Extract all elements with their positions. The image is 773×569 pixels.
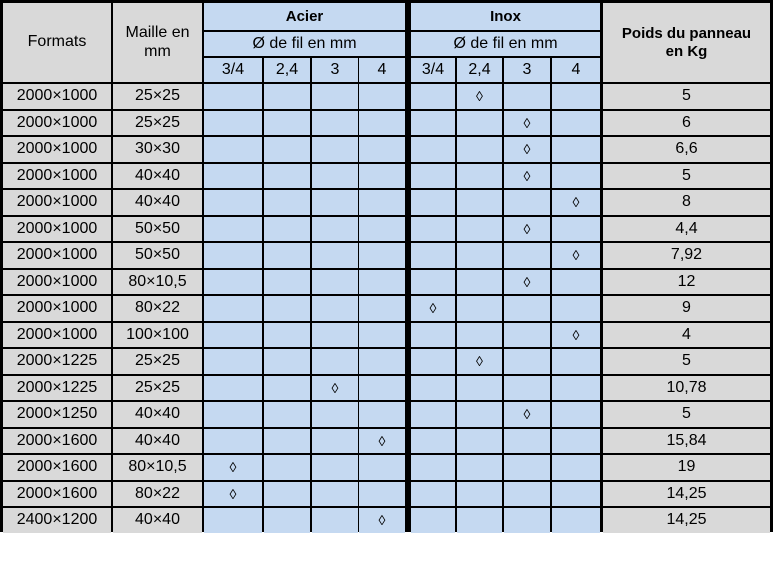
acier-cell bbox=[264, 323, 310, 347]
inox-cell bbox=[552, 217, 600, 241]
inox-cell bbox=[411, 349, 455, 374]
maille-cell: 40×40 bbox=[113, 164, 202, 188]
maille-cell: 30×30 bbox=[113, 137, 202, 162]
inox-cell bbox=[411, 455, 455, 480]
diamond-mark-icon: ◊ bbox=[523, 220, 531, 237]
inox-cell bbox=[457, 349, 502, 374]
inox-cell bbox=[411, 111, 455, 135]
acier-cell bbox=[264, 270, 310, 294]
inox-cell bbox=[552, 137, 600, 162]
inox-cell bbox=[411, 482, 455, 506]
acier-cell bbox=[264, 84, 310, 109]
inox-cell bbox=[552, 376, 600, 400]
acier-cell bbox=[359, 296, 405, 321]
diamond-mark-icon: ◊ bbox=[523, 114, 531, 131]
inox-cell bbox=[457, 270, 502, 294]
maille-header: Maille en mm bbox=[113, 3, 202, 82]
maille-cell: 40×40 bbox=[113, 190, 202, 215]
weight-cell: 10,78 bbox=[603, 376, 770, 400]
inox-size-header: 3/4 bbox=[411, 58, 455, 82]
acier-cell bbox=[264, 455, 310, 480]
diamond-mark-icon: ◊ bbox=[523, 273, 531, 290]
acier-cell bbox=[312, 111, 358, 135]
maille-cell: 80×22 bbox=[113, 482, 202, 506]
acier-cell bbox=[359, 323, 405, 347]
acier-cell bbox=[312, 164, 358, 188]
inox-cell bbox=[457, 111, 502, 135]
inox-cell bbox=[504, 455, 550, 480]
inox-cell bbox=[504, 270, 550, 294]
acier-cell bbox=[359, 429, 405, 453]
weight-cell: 15,84 bbox=[603, 429, 770, 453]
diamond-mark-icon: ◊ bbox=[476, 353, 483, 370]
acier-cell bbox=[204, 323, 262, 347]
format-cell: 2000×1600 bbox=[3, 455, 111, 480]
inox-cell bbox=[552, 349, 600, 374]
format-cell: 2000×1600 bbox=[3, 482, 111, 506]
diamond-mark-icon: ◊ bbox=[523, 141, 531, 158]
inox-cell bbox=[552, 482, 600, 506]
maille-cell: 80×10,5 bbox=[113, 270, 202, 294]
inox-cell bbox=[411, 429, 455, 453]
weight-cell: 8 bbox=[603, 190, 770, 215]
weight-cell: 4,4 bbox=[603, 217, 770, 241]
inox-cell bbox=[552, 164, 600, 188]
inox-cell bbox=[457, 508, 502, 533]
format-cell: 2000×1000 bbox=[3, 296, 111, 321]
diamond-mark-icon: ◊ bbox=[378, 512, 386, 529]
inox-cell bbox=[411, 376, 455, 400]
diamond-mark-icon: ◊ bbox=[572, 326, 580, 343]
inox-cell bbox=[457, 217, 502, 241]
inox-cell bbox=[504, 137, 550, 162]
weight-cell: 5 bbox=[603, 349, 770, 374]
inox-cell bbox=[411, 323, 455, 347]
inox-cell bbox=[504, 508, 550, 533]
inox-size-header: 2,4 bbox=[457, 58, 502, 82]
inox-cell bbox=[457, 402, 502, 427]
diamond-mark-icon: ◊ bbox=[331, 379, 339, 396]
format-cell: 2000×1225 bbox=[3, 376, 111, 400]
weight-cell: 4 bbox=[603, 323, 770, 347]
inox-size-header: 3 bbox=[504, 58, 550, 82]
acier-cell bbox=[359, 402, 405, 427]
inox-size-header: 4 bbox=[552, 58, 600, 82]
weight-cell: 5 bbox=[603, 402, 770, 427]
weight-cell: 7,92 bbox=[603, 243, 770, 268]
acier-cell bbox=[204, 84, 262, 109]
format-cell: 2000×1000 bbox=[3, 190, 111, 215]
inox-cell bbox=[457, 84, 502, 109]
formats-header: Formats bbox=[3, 3, 111, 82]
format-cell: 2000×1250 bbox=[3, 402, 111, 427]
acier-cell bbox=[204, 482, 262, 506]
maille-cell: 25×25 bbox=[113, 349, 202, 374]
weight-cell: 19 bbox=[603, 455, 770, 480]
maille-cell: 50×50 bbox=[113, 217, 202, 241]
inox-cell bbox=[411, 270, 455, 294]
inox-cell bbox=[457, 190, 502, 215]
acier-cell bbox=[204, 243, 262, 268]
maille-cell: 80×10,5 bbox=[113, 455, 202, 480]
inox-cell bbox=[457, 323, 502, 347]
acier-cell bbox=[359, 482, 405, 506]
acier-cell bbox=[264, 482, 310, 506]
format-cell: 2000×1000 bbox=[3, 84, 111, 109]
weight-cell: 6 bbox=[603, 111, 770, 135]
acier-cell bbox=[359, 455, 405, 480]
inox-cell bbox=[411, 84, 455, 109]
acier-size-header: 4 bbox=[359, 58, 405, 82]
diamond-mark-icon: ◊ bbox=[476, 88, 483, 105]
inox-cell bbox=[411, 164, 455, 188]
inox-cell bbox=[457, 376, 502, 400]
inox-cell bbox=[411, 402, 455, 427]
acier-header: Acier bbox=[204, 3, 405, 30]
inox-cell bbox=[552, 455, 600, 480]
acier-cell bbox=[359, 270, 405, 294]
acier-cell bbox=[204, 455, 262, 480]
acier-cell bbox=[264, 164, 310, 188]
inox-cell bbox=[504, 376, 550, 400]
diamond-mark-icon: ◊ bbox=[572, 247, 580, 264]
inox-cell bbox=[504, 164, 550, 188]
inox-cell bbox=[504, 217, 550, 241]
diamond-mark-icon: ◊ bbox=[378, 432, 386, 449]
inox-cell bbox=[552, 243, 600, 268]
inox-cell bbox=[552, 323, 600, 347]
maille-cell: 25×25 bbox=[113, 84, 202, 109]
maille-cell: 80×22 bbox=[113, 296, 202, 321]
acier-cell bbox=[264, 508, 310, 533]
inox-cell bbox=[504, 111, 550, 135]
diamond-mark-icon: ◊ bbox=[523, 406, 531, 423]
maille-cell: 50×50 bbox=[113, 243, 202, 268]
inox-cell bbox=[552, 429, 600, 453]
format-cell: 2000×1000 bbox=[3, 137, 111, 162]
acier-cell bbox=[264, 376, 310, 400]
acier-cell bbox=[359, 164, 405, 188]
inox-cell bbox=[457, 429, 502, 453]
acier-cell bbox=[312, 349, 358, 374]
inox-cell bbox=[552, 402, 600, 427]
diamond-mark-icon: ◊ bbox=[523, 167, 531, 184]
acier-cell bbox=[264, 402, 310, 427]
acier-cell bbox=[359, 217, 405, 241]
acier-size-header: 3 bbox=[312, 58, 358, 82]
acier-cell bbox=[264, 429, 310, 453]
format-cell: 2000×1000 bbox=[3, 217, 111, 241]
weight-cell: 14,25 bbox=[603, 482, 770, 506]
inox-cell bbox=[504, 349, 550, 374]
acier-cell bbox=[359, 376, 405, 400]
diamond-mark-icon: ◊ bbox=[429, 300, 437, 317]
acier-size-header: 2,4 bbox=[264, 58, 310, 82]
acier-cell bbox=[312, 137, 358, 162]
acier-cell bbox=[312, 429, 358, 453]
diamond-mark-icon: ◊ bbox=[572, 194, 580, 211]
inox-cell bbox=[457, 482, 502, 506]
weight-cell: 14,25 bbox=[603, 508, 770, 533]
acier-cell bbox=[312, 376, 358, 400]
inox-cell bbox=[552, 270, 600, 294]
inox-cell bbox=[504, 323, 550, 347]
acier-cell bbox=[264, 243, 310, 268]
inox-cell bbox=[457, 164, 502, 188]
format-cell: 2000×1000 bbox=[3, 323, 111, 347]
acier-cell bbox=[312, 296, 358, 321]
weight-cell: 5 bbox=[603, 164, 770, 188]
format-cell: 2000×1000 bbox=[3, 243, 111, 268]
acier-cell bbox=[204, 429, 262, 453]
inox-cell bbox=[457, 455, 502, 480]
maille-cell: 25×25 bbox=[113, 376, 202, 400]
acier-cell bbox=[264, 296, 310, 321]
weight-cell: 6,6 bbox=[603, 137, 770, 162]
weight-cell: 5 bbox=[603, 84, 770, 109]
acier-cell bbox=[204, 111, 262, 135]
acier-cell bbox=[359, 137, 405, 162]
acier-cell bbox=[312, 84, 358, 109]
maille-cell: 40×40 bbox=[113, 402, 202, 427]
inox-cell bbox=[411, 137, 455, 162]
maille-cell: 100×100 bbox=[113, 323, 202, 347]
acier-cell bbox=[312, 402, 358, 427]
format-cell: 2000×1000 bbox=[3, 270, 111, 294]
acier-cell bbox=[312, 243, 358, 268]
format-cell: 2400×1200 bbox=[3, 508, 111, 533]
acier-cell bbox=[312, 482, 358, 506]
acier-cell bbox=[204, 349, 262, 374]
acier-cell bbox=[359, 190, 405, 215]
maille-cell: 40×40 bbox=[113, 429, 202, 453]
inox-cell bbox=[504, 190, 550, 215]
inox-cell bbox=[504, 243, 550, 268]
acier-cell bbox=[359, 349, 405, 374]
inox-cell bbox=[504, 482, 550, 506]
acier-cell bbox=[264, 217, 310, 241]
inox-cell bbox=[552, 508, 600, 533]
acier-cell bbox=[359, 243, 405, 268]
acier-cell bbox=[204, 137, 262, 162]
inox-cell bbox=[457, 137, 502, 162]
acier-cell bbox=[359, 508, 405, 533]
acier-cell bbox=[359, 84, 405, 109]
acier-cell bbox=[312, 508, 358, 533]
acier-cell bbox=[204, 190, 262, 215]
inox-cell bbox=[411, 243, 455, 268]
format-cell: 2000×1600 bbox=[3, 429, 111, 453]
acier-cell bbox=[312, 455, 358, 480]
diamond-mark-icon: ◊ bbox=[229, 459, 237, 476]
acier-cell bbox=[359, 111, 405, 135]
inox-wire-diameter-header: Ø de fil en mm bbox=[411, 32, 600, 56]
acier-cell bbox=[204, 164, 262, 188]
maille-cell: 25×25 bbox=[113, 111, 202, 135]
inox-cell bbox=[552, 190, 600, 215]
inox-cell bbox=[504, 84, 550, 109]
acier-cell bbox=[312, 270, 358, 294]
inox-cell bbox=[504, 429, 550, 453]
acier-cell bbox=[204, 296, 262, 321]
weight-header: Poids du panneau en Kg bbox=[603, 3, 770, 82]
acier-cell bbox=[204, 402, 262, 427]
maille-cell: 40×40 bbox=[113, 508, 202, 533]
acier-cell bbox=[312, 190, 358, 215]
inox-cell bbox=[504, 402, 550, 427]
diamond-mark-icon: ◊ bbox=[229, 485, 237, 502]
acier-cell bbox=[264, 111, 310, 135]
inox-cell bbox=[411, 508, 455, 533]
inox-cell bbox=[411, 296, 455, 321]
acier-cell bbox=[204, 217, 262, 241]
inox-cell bbox=[411, 190, 455, 215]
acier-wire-diameter-header: Ø de fil en mm bbox=[204, 32, 405, 56]
acier-cell bbox=[312, 323, 358, 347]
inox-cell bbox=[411, 217, 455, 241]
inox-cell bbox=[552, 84, 600, 109]
acier-cell bbox=[204, 508, 262, 533]
acier-size-header: 3/4 bbox=[204, 58, 262, 82]
format-cell: 2000×1225 bbox=[3, 349, 111, 374]
inox-cell bbox=[504, 296, 550, 321]
inox-cell bbox=[552, 111, 600, 135]
acier-cell bbox=[264, 137, 310, 162]
inox-header: Inox bbox=[411, 3, 600, 30]
acier-cell bbox=[204, 376, 262, 400]
weight-cell: 9 bbox=[603, 296, 770, 321]
acier-cell bbox=[204, 270, 262, 294]
inox-cell bbox=[457, 243, 502, 268]
acier-cell bbox=[264, 349, 310, 374]
format-cell: 2000×1000 bbox=[3, 111, 111, 135]
inox-cell bbox=[457, 296, 502, 321]
acier-cell bbox=[312, 217, 358, 241]
acier-cell bbox=[264, 190, 310, 215]
inox-cell bbox=[552, 296, 600, 321]
format-cell: 2000×1000 bbox=[3, 164, 111, 188]
weight-cell: 12 bbox=[603, 270, 770, 294]
